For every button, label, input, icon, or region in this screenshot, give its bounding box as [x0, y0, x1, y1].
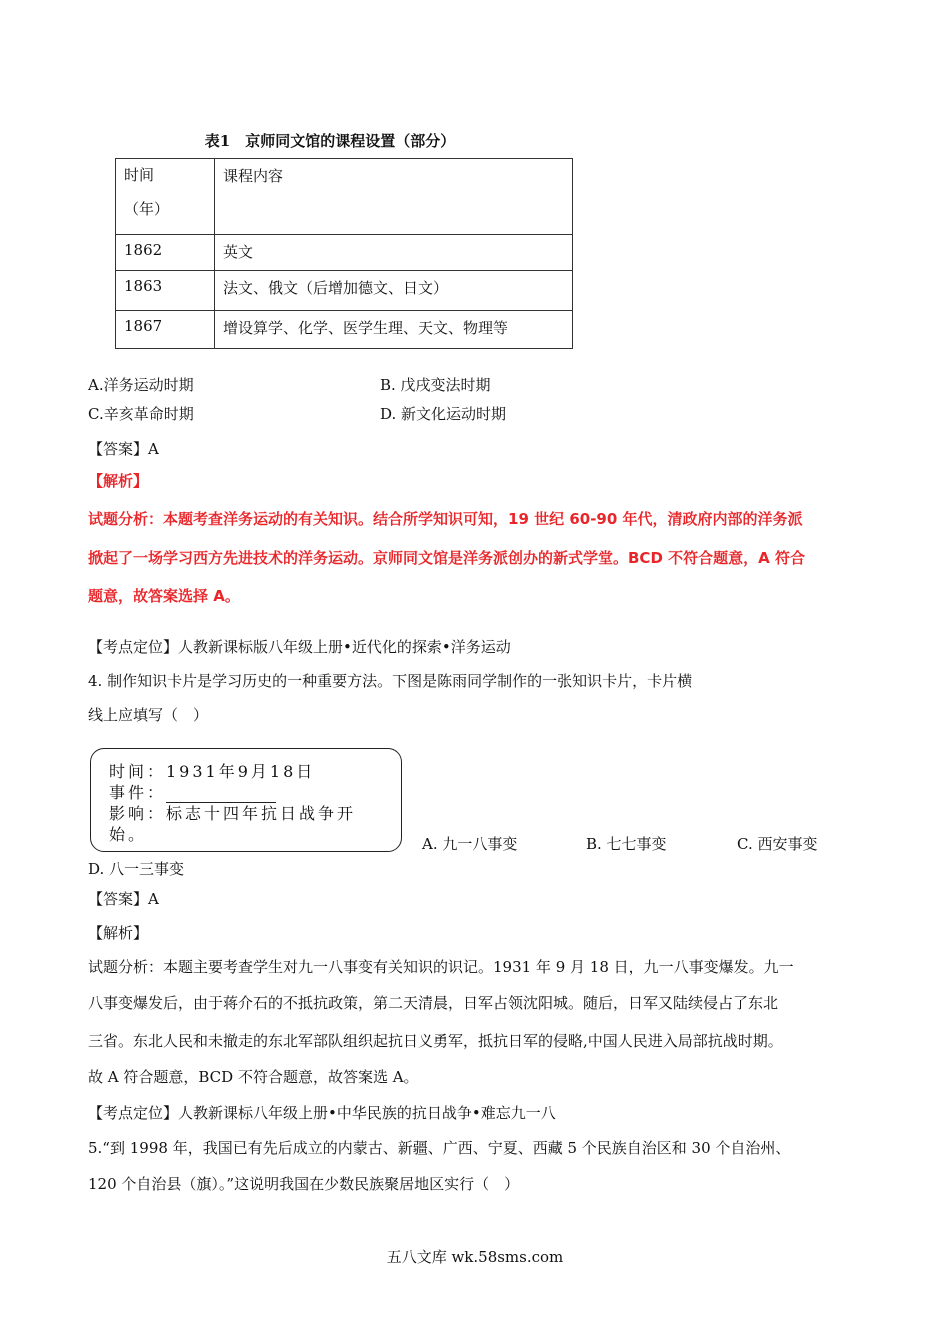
q3-option-a: A.洋务运动时期 — [88, 376, 194, 394]
q5-stem: 120 个自治县（旗）。”这说明我国在少数民族聚居地区实行（ ） — [88, 1175, 520, 1193]
page-footer: 五八文库 wk.58sms.com — [386, 1248, 564, 1266]
q3-option-b: B. 戊戌变法时期 — [380, 376, 491, 394]
q4-analysis-line: 八事变爆发后，由于蒋介石的不抵抗政策，第二天清晨，日军占领沈阳城。随后，日军又陆续侵占了东北 — [88, 994, 779, 1012]
card-impact: 影响：标志十四年抗日战争开 — [109, 804, 357, 823]
q5-stem: 5.“到 1998 年，我国已有先后成立的内蒙古、新疆、广西、宁夏、西藏 5 个民族自治区和 30 个自治州、 — [88, 1139, 791, 1157]
header-time-label: 时间 — [124, 166, 155, 184]
row-year: 1862 — [116, 235, 215, 271]
q4-option-c: C. 西安事变 — [737, 835, 818, 853]
q4-analysis-line: 试题分析：本题主要考查学生对九一八事变有关知识的识记。1931 年 9 月 18 日，九一八事变爆发。九一 — [88, 958, 794, 976]
q3-answer: 【答案】A — [88, 440, 159, 458]
q4-analysis-line: 三省。东北人民和未撤走的东北军部队组织起抗日义勇军，抵抗日军的侵略,中国人民进入局部抗战时期。 — [88, 1032, 783, 1050]
q4-answer: 【答案】A — [88, 890, 159, 908]
row-content: 法文、俄文（后增加德文、日文） — [215, 271, 573, 311]
course-table — [115, 158, 573, 349]
header-time-cell — [116, 159, 215, 235]
q3-option-d: D. 新文化运动时期 — [380, 405, 507, 423]
q3-analysis-line: 试题分析：本题考查洋务运动的有关知识。结合所学知识可知，19 世纪 60-90 年代，清政府内部的洋务派 — [88, 510, 803, 528]
card-impact-cont: 始。 — [109, 825, 148, 844]
row-content: 英文 — [215, 235, 573, 271]
card-event-blank — [166, 786, 276, 803]
q3-analysis-line: 题意，故答案选择 A。 — [88, 587, 240, 605]
table-caption: 表1 京师同文馆的课程设置（部分） — [204, 132, 456, 150]
q4-analysis-label: 【解析】 — [88, 924, 149, 942]
q4-analysis-line: 故 A 符合题意，BCD 不符合题意，故答案选 A。 — [88, 1068, 419, 1086]
q4-stem: 线上应填写（ ） — [88, 706, 209, 724]
q3-kaodian: 【考点定位】人教新课标版八年级上册•近代化的探索•洋务运动 — [88, 638, 511, 656]
knowledge-card — [90, 748, 402, 852]
q4-option-a: A. 九一八事变 — [422, 835, 518, 853]
card-time: 时间：1931年9月18日 — [109, 762, 316, 781]
table-header-row — [116, 159, 573, 235]
row-year: 1867 — [116, 311, 215, 349]
q3-option-c: C.辛亥革命时期 — [88, 405, 194, 423]
row-year: 1863 — [116, 271, 215, 311]
q3-analysis-label: 【解析】 — [88, 472, 149, 490]
q4-kaodian: 【考点定位】人教新课标八年级上册•中华民族的抗日战争•难忘九一八 — [88, 1104, 556, 1122]
q4-option-b: B. 七七事变 — [586, 835, 667, 853]
row-content: 增设算学、化学、医学生理、天文、物理等 — [215, 311, 573, 349]
table-row — [116, 271, 573, 311]
table-row — [116, 235, 573, 271]
table-row — [116, 311, 573, 349]
card-event-label: 事件： — [109, 783, 167, 802]
q4-option-d: D. 八一三事变 — [88, 860, 185, 878]
q4-stem: 4. 制作知识卡片是学习历史的一种重要方法。下图是陈雨同学制作的一张知识卡片，卡片横 — [88, 672, 693, 690]
q3-analysis-line: 掀起了一场学习西方先进技术的洋务运动。京师同文馆是洋务派创办的新式学堂。BCD 不符合题意，A 符合 — [88, 549, 805, 567]
header-content-cell: 课程内容 — [215, 159, 573, 235]
header-year-unit: （年） — [124, 200, 170, 218]
